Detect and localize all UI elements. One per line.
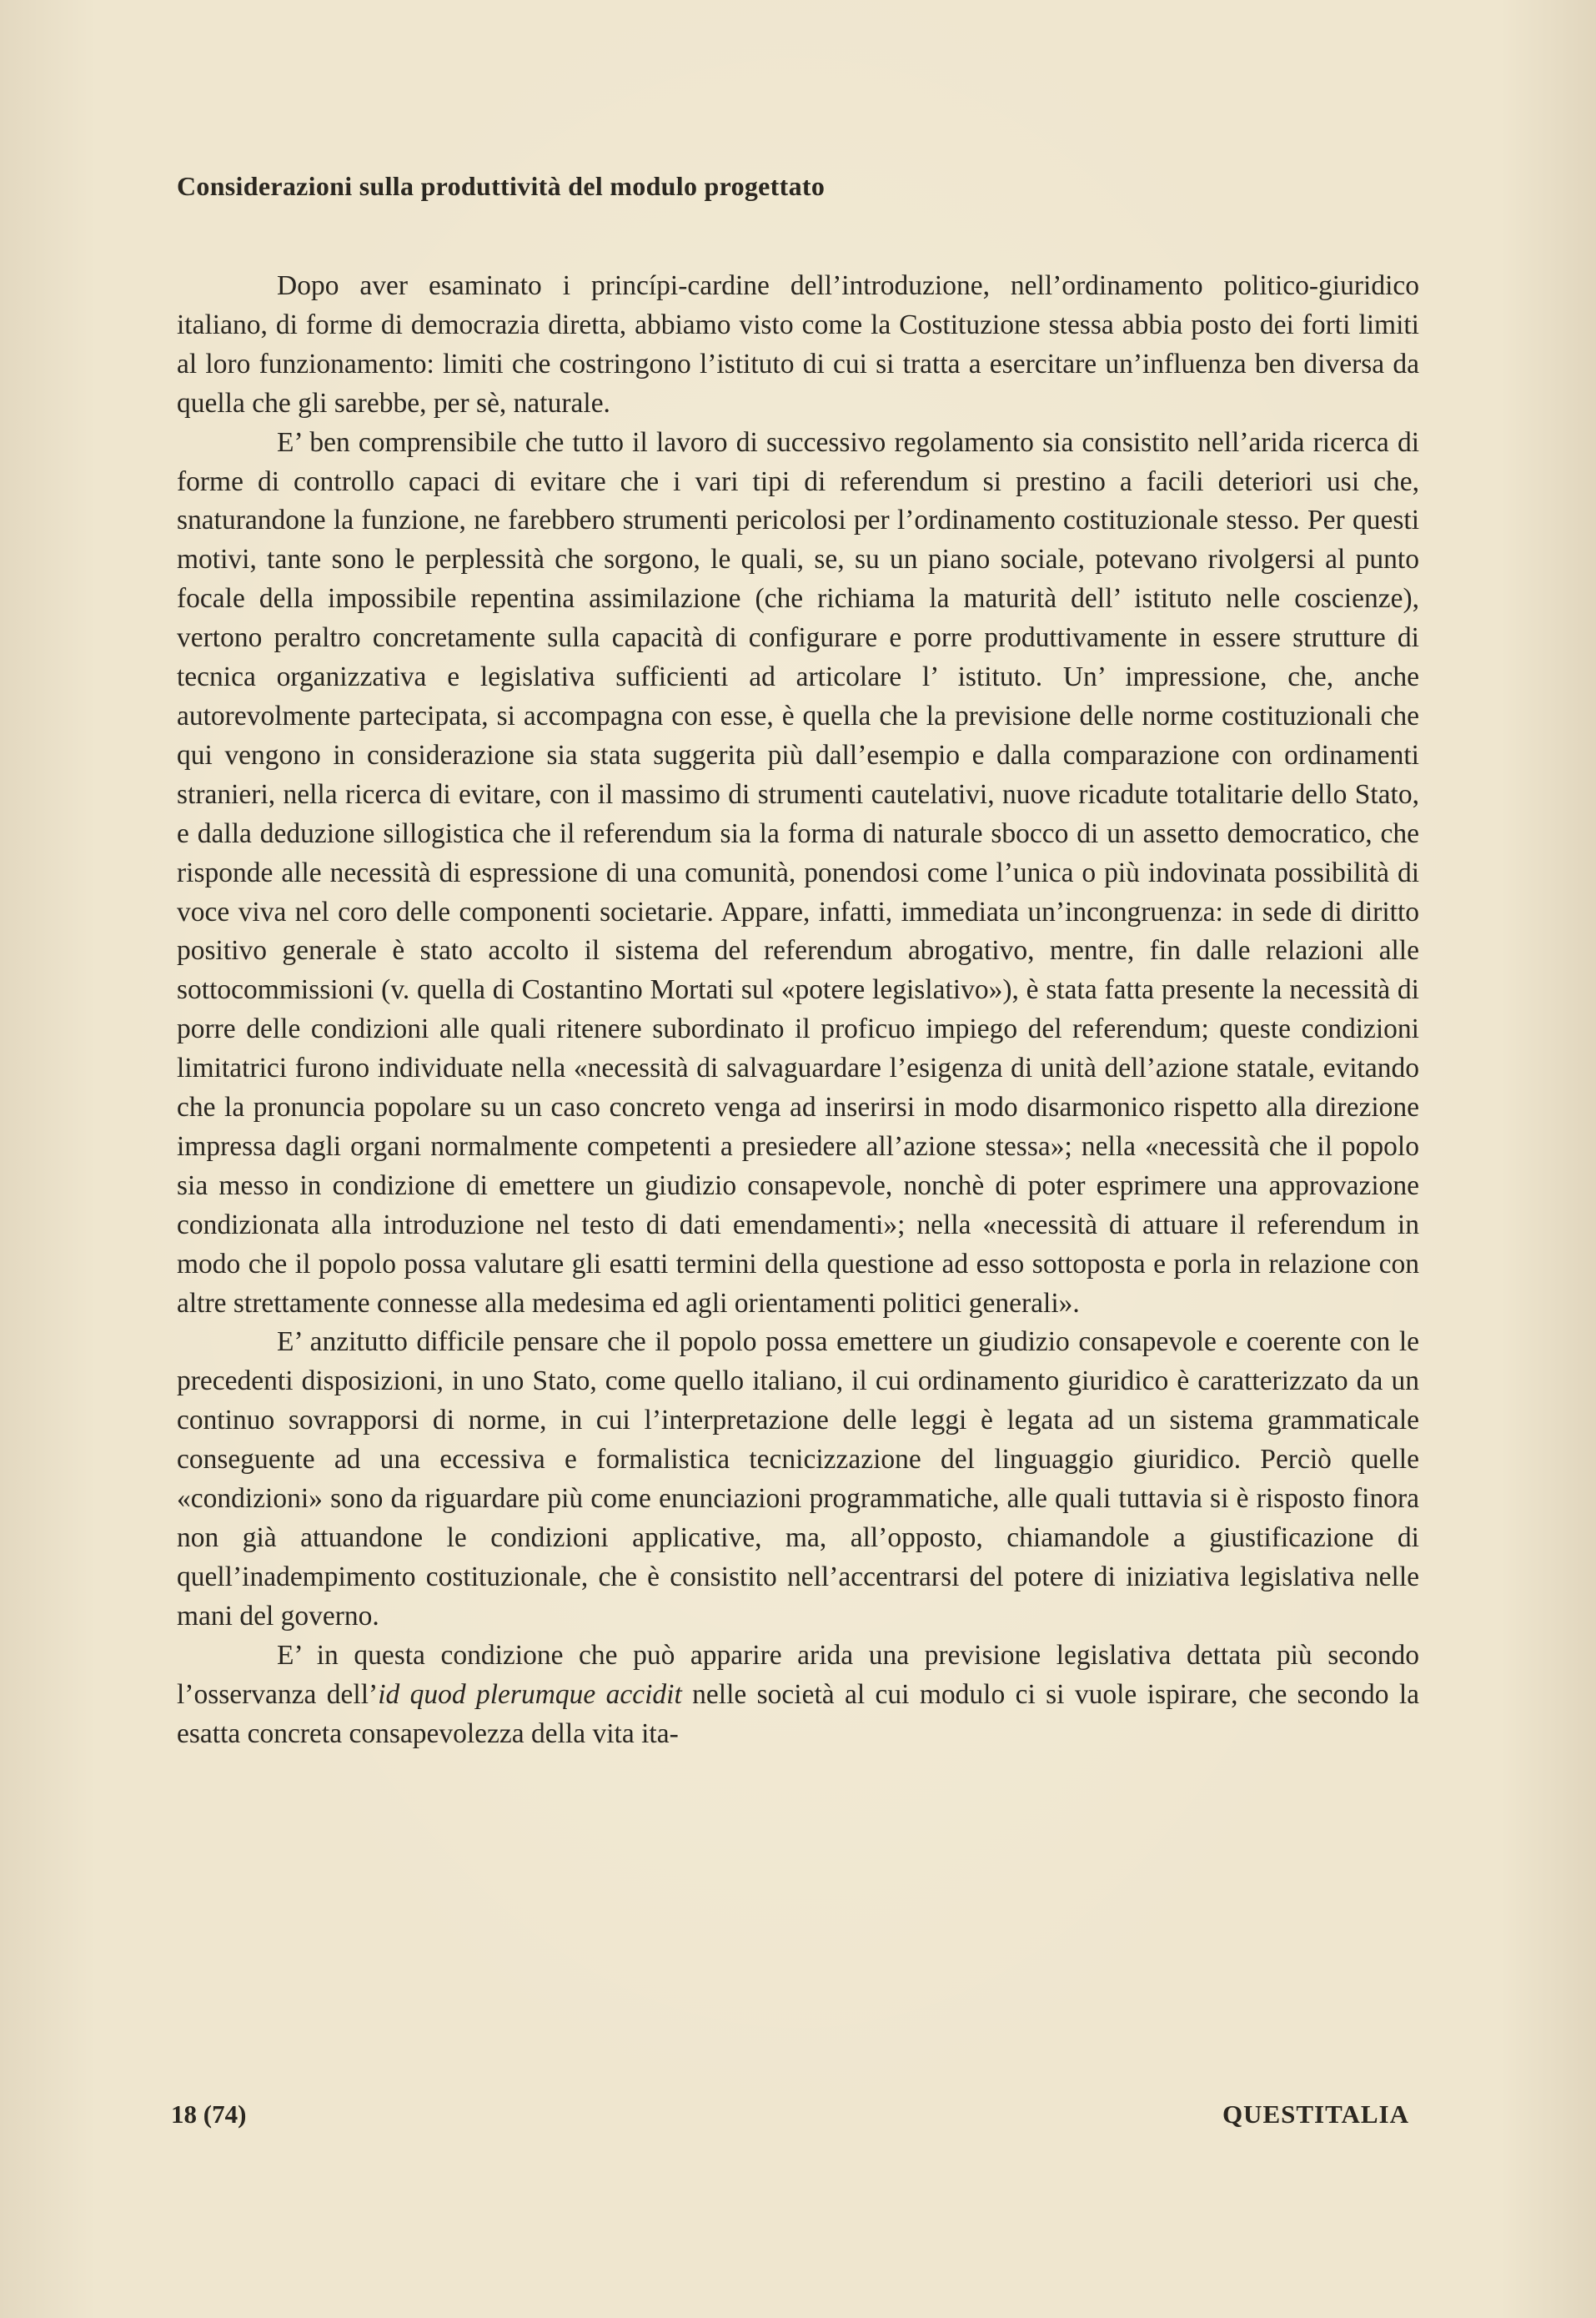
paragraph: E’ ben comprensibile che tutto il lavoro di successivo regolamento sia consistito nell’arida ricerca di forme di controllo capaci di evitare che i vari tipi di referendum si prestino a facili deteriori usi che, snaturandone la funzione, ne farebbero strumenti pericolosi per l’ordinamento costituzionale stesso. Per questi motivi, tante sono le perplessità che sorgono, le quali, se, su un piano sociale, potevano rivolgersi al punto focale della impossibile repentina assimilazione (che richiama la maturità dell’ istituto nelle coscienze), vertono peraltro concretamente sulla capacità di configurare e porre produttivamente in essere strutture di tecnica organizzativa e legislativa sufficienti ad articolare l’ istituto. Un’ impressione, che, anche autorevolmente partecipata, si accompagna con esse, è quella che la previsione delle norme costituzionali che qui vengono in considerazione sia stata suggerita più dall’esempio e dalla comparazione con ordinamenti stranieri, nella ricerca di evitare, con il massimo di strumenti cautelativi, nuove ricadute totalitarie dello Stato, e dalla deduzione sillogistica che il referendum sia la forma di naturale sbocco di un assetto democratico, che risponde alle necessità di espressione di una comunità, ponendosi come l’unica o più indovinata possibilità di voce viva nel coro delle componenti societarie. Appare, infatti, immediata un’incongruenza: in sede di diritto positivo generale è stato accolto il sistema del referendum abrogativo, mentre, fin dalle relazioni alle sottocommissioni (v. quella di Costantino Mortati sul «potere legislativo»), è stata fatta presente la necessità di porre delle condizioni alle quali ritenere subordinato il proficuo impiego del referendum; queste condizioni limitatrici furono individuate nella «necessità di salvaguardare l’esigenza di unità dell’azione statale, evitando che la pronuncia popolare su un caso concreto venga ad inserirsi in modo disarmonico rispetto alla direzione impressa dagli organi normalmente competenti a presiedere all’azione stessa»; nella «necessità che il popolo sia messo in condizione di emettere un giudizio consapevole, nonchè di poter esprimere una approvazione condizionata alla introduzione nel testo di dati emendamenti»; nella «necessità di attuare il referendum in modo che il popolo possa valutare gli esatti termini della questione ad esso sottoposta e porla in relazione con altre strettamente connesse alla medesima ed agli orientamenti politici generali».	[177, 426, 1419, 1319]
paragraph	[177, 1637, 1419, 1754]
body-text	[177, 267, 1419, 1753]
latin-phrase: id quod plerumque accidit	[378, 1678, 682, 1710]
paragraph-text: nelle società al cui modulo ci si vuole ispirare, che secondo la esatta concreta consapevolezza della vita ita-	[177, 1678, 1420, 1749]
journal-name: QUESTITALIA	[1222, 2099, 1409, 2129]
paragraph-text: E’ in questa condizione che può apparire arida una previsione legislativa dettata più secondo l’osservanza dell’	[177, 1639, 1419, 1710]
paragraph: E’ anzitutto difficile pensare che il popolo possa emettere un giudizio consapevole e coerente con le precedenti disposizioni, in uno Stato, come quello italiano, il cui ordinamento giuridico è caratterizzato da un continuo sovrapporsi di norme, in cui l’interpretazione delle leggi è legata ad un sistema grammaticale conseguente ad una eccessiva e formalistica tecnicizzazione del linguaggio giuridico. Perciò quelle «condizioni» sono da riguardare più come enunciazioni programmatiche, alle quali tuttavia si è risposto finora non già attuandone le condizioni applicative, ma, all’opposto, chiamandole a giustificazione di quell’inadempimento costituzionale, che è consistito nell’accentrarsi del potere di iniziativa legislativa nelle mani del governo.	[177, 1326, 1419, 1632]
page-number: 18 (74)	[171, 2099, 247, 2129]
section-heading: Considerazioni sulla produttività del modulo progettato	[177, 171, 826, 201]
paragraph: Dopo aver esaminato i princípi-cardine dell’introduzione, nell’ordinamento politico-giuridico italiano, di forme di democrazia diretta, abbiamo visto come la Costituzione stessa abbia posto dei forti limiti al loro funzionamento: limiti che costringono l’istituto di cui si tratta a esercitare un’influenza ben diversa da quella che gli sarebbe, per sè, naturale.	[177, 270, 1419, 419]
